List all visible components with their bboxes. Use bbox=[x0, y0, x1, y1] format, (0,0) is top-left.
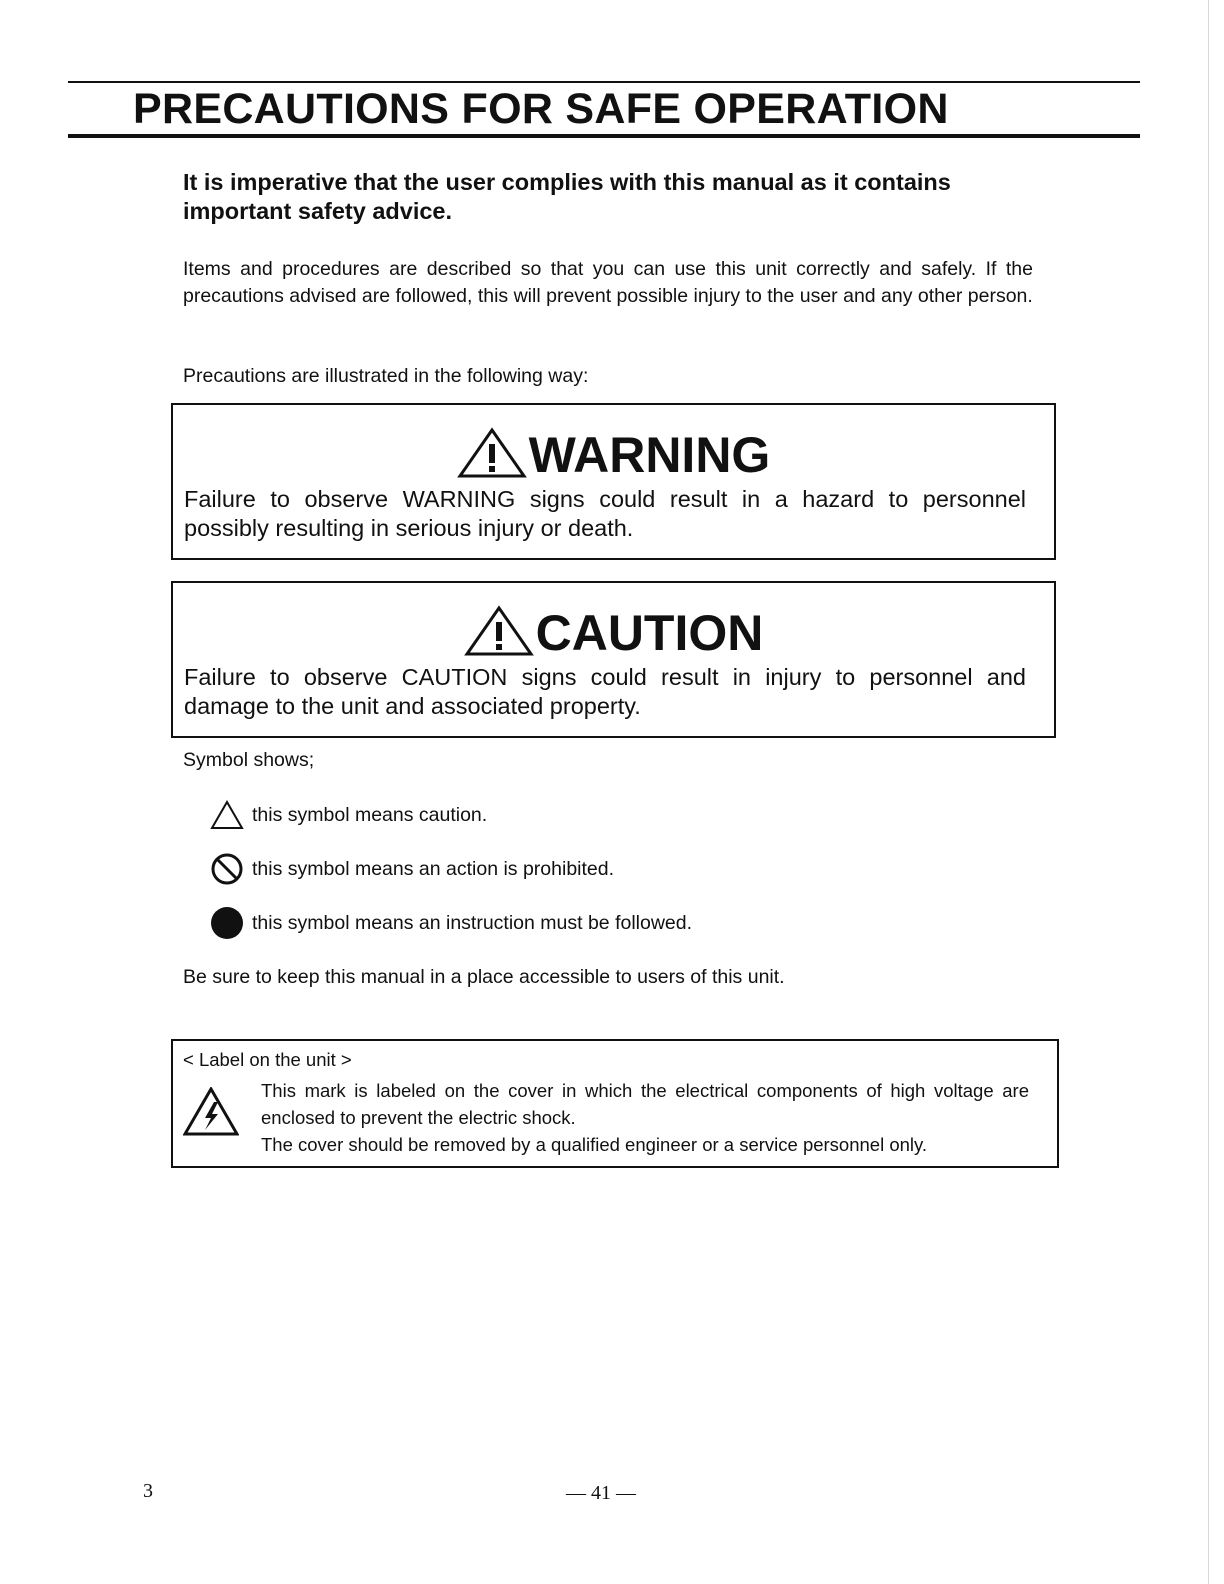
warning-heading-text: WARNING bbox=[528, 427, 771, 483]
warning-heading bbox=[173, 427, 1054, 483]
warning-triangle-icon bbox=[457, 427, 527, 479]
symbol-row-instruction bbox=[210, 906, 692, 940]
intro-paragraph: Items and procedures are described so that you can use this unit correctly and safely. If the precautions advised are followed, this will prevent possible injury to the user and any other person. bbox=[183, 258, 1033, 307]
page-number-left: 3 bbox=[143, 1480, 153, 1502]
prohibited-icon bbox=[210, 852, 244, 886]
caution-heading-text: CAUTION bbox=[535, 605, 764, 661]
label-box-title: < Label on the unit > bbox=[183, 1049, 352, 1070]
high-voltage-icon bbox=[183, 1087, 239, 1142]
symbol-instruction-text: this symbol means an instruction must be followed. bbox=[252, 911, 693, 934]
triangle-outline-icon bbox=[210, 798, 244, 832]
symbol-row-prohibited bbox=[210, 852, 614, 886]
warning-box bbox=[171, 403, 1056, 560]
lead-statement: It is imperative that the user complies with this manual as it contains important safety advice. bbox=[183, 169, 951, 224]
page-title: PRECAUTIONS FOR SAFE OPERATION bbox=[133, 85, 949, 133]
label-box-line-1: This mark is labeled on the cover in which the electrical components of high voltage are enclosed to prevent the electric shock. bbox=[261, 1080, 1029, 1128]
warning-text: Failure to observe WARNING signs could result in a hazard to personnel possibly resulting in serious injury or death. bbox=[184, 486, 1026, 541]
filled-circle-icon bbox=[210, 906, 244, 940]
caution-heading bbox=[173, 605, 1054, 661]
page-number-center: — 41 — bbox=[566, 1482, 636, 1504]
symbol-prohibited-text: this symbol means an action is prohibited. bbox=[252, 857, 615, 880]
label-box-text bbox=[261, 1077, 1029, 1158]
symbol-row-caution bbox=[210, 798, 487, 832]
keep-manual-note: Be sure to keep this manual in a place accessible to users of this unit. bbox=[183, 966, 785, 988]
label-box bbox=[171, 1039, 1059, 1168]
title-bottom-rule bbox=[68, 134, 1140, 138]
caution-box bbox=[171, 581, 1056, 738]
symbol-caution-text: this symbol means caution. bbox=[252, 803, 488, 826]
symbols-intro: Symbol shows; bbox=[183, 749, 315, 771]
title-top-rule bbox=[68, 81, 1140, 83]
caution-text: Failure to observe CAUTION signs could result in injury to personnel and damage to the unit and associated property. bbox=[184, 664, 1026, 719]
illustration-note: Precautions are illustrated in the following way: bbox=[183, 365, 589, 387]
page-edge-line bbox=[1208, 0, 1209, 1584]
label-box-line-2: The cover should be removed by a qualified engineer or a service personnel only. bbox=[261, 1134, 928, 1155]
caution-triangle-icon bbox=[464, 605, 534, 657]
